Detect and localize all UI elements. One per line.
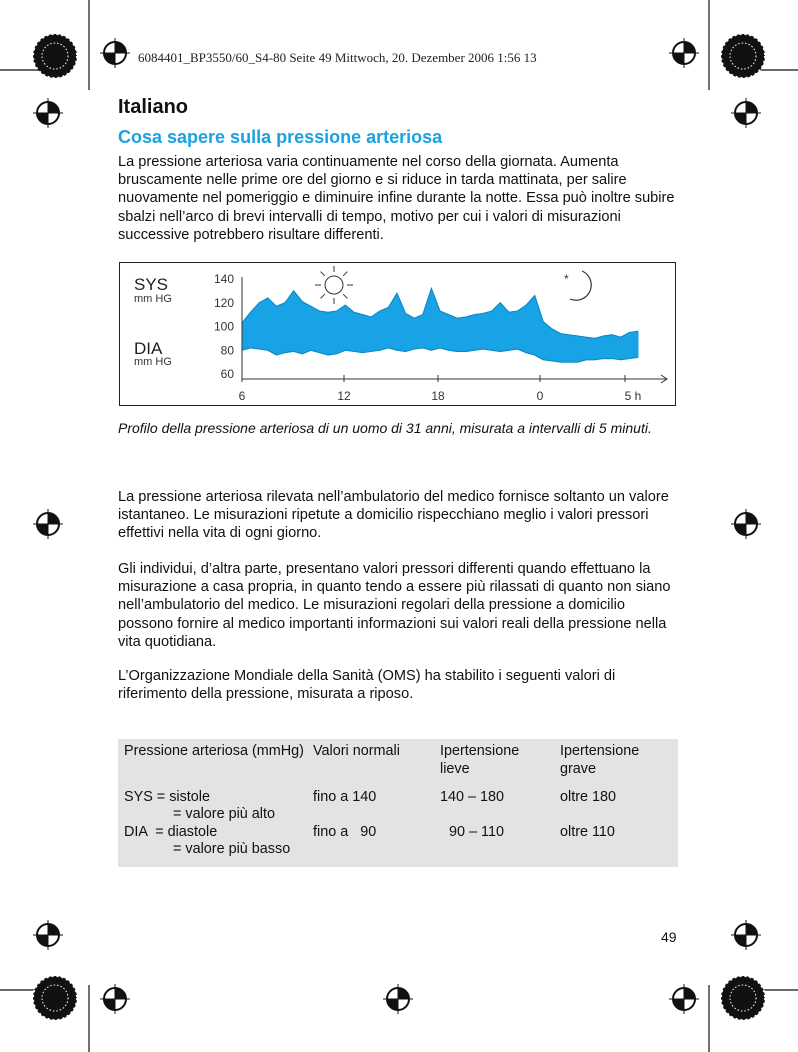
y-tick-label: 100 — [213, 319, 234, 334]
section-title: Cosa sapere sulla pressione arteriosa — [118, 127, 443, 147]
language-heading: Italiano — [118, 96, 189, 118]
print-slug: 6084401_BP3550/60_S4-80 Seite 49 Mittwoch, 20. Dezember 2006 1:56 13 — [138, 50, 537, 65]
table-row-dia-mild: 90 – 110 — [449, 824, 504, 840]
x-tick-label: 6 — [238, 389, 246, 403]
intro-paragraph: La pressione arteriosa varia continuamente nel corso della giornata. Aumenta bruscamente nelle prime ore del giorno e si riduce in tarda mattinata, per salire nuovamente nel pomeriggio e diminuire infine durante la notte. Essa può inoltre subire sbalzi nell’arco di brevi intervalli di tempo, motivo per cui i valori di misurazioni successive potrebbero risultare differenti. — [118, 154, 675, 243]
crosshair-icon — [731, 920, 761, 950]
table-row-sys-mild: 140 – 180 — [440, 789, 505, 805]
asterisk-annotation: * — [564, 272, 569, 286]
doctor-paragraph: La pressione arteriosa rilevata nell’ambulatorio del medico fornisce soltanto un valore istantaneo. Le misurazioni ripetute a domicilio rispecchiano meglio i valori pressori effettivi nella vita di ogni giorno. — [118, 489, 669, 542]
dia-unit-label: mm HG — [134, 356, 172, 368]
table-row-sys-severe: oltre 180 — [560, 789, 617, 805]
starburst-icon — [33, 34, 77, 78]
crosshair-icon — [731, 98, 761, 128]
crosshair-icon — [33, 98, 63, 128]
x-tick-label: 18 — [431, 389, 445, 403]
x-tick-label: 0 — [536, 389, 544, 403]
reference-table — [118, 739, 678, 867]
table-header-severe: Ipertensione grave — [560, 743, 640, 777]
sys-label: SYS — [134, 275, 169, 294]
page-number: 49 — [661, 929, 677, 945]
y-tick-label: 60 — [220, 367, 234, 381]
dia-label: DIA — [134, 339, 163, 358]
crosshair-icon — [669, 38, 699, 68]
sys-unit-label: mm HG — [134, 293, 172, 305]
starburst-icon — [721, 976, 765, 1020]
starburst-icon — [33, 976, 77, 1020]
table-header-normal: Valori normali — [313, 743, 400, 759]
table-row-sys-label: SYS = sistole — [124, 789, 210, 805]
table-header-pressure: Pressione arteriosa (mmHg) — [124, 743, 304, 759]
table-row-dia-label: DIA = diastole — [124, 824, 218, 840]
crosshair-icon — [383, 984, 413, 1014]
table-header-mild: Ipertensione lieve — [440, 743, 520, 777]
table-row-dia-severe: oltre 110 — [560, 824, 615, 840]
crosshair-icon — [33, 920, 63, 950]
crosshair-icon — [100, 984, 130, 1014]
starburst-icon — [721, 34, 765, 78]
x-tick-label: 5 h — [624, 389, 642, 403]
home-paragraph: Gli individui, d’altra parte, presentano valori pressori differenti quando effettuano la misurazione a casa propria, in quanto tendo a essere più rilassati di quanto non siano nell’ambulatorio del medico. Le misurazioni regolari della pressione a domicilio possono fornire al medico importanti informazioni sui valori reali della pressione nella vita quotidiana. — [118, 561, 671, 650]
crosshair-icon — [669, 984, 699, 1014]
table-row-sys-sublabel: = valore più alto — [173, 806, 275, 822]
chart-caption: Profilo della pressione arteriosa di un uomo di 31 anni, misurata a intervalli di 5 minuti. — [118, 420, 652, 436]
y-tick-label: 120 — [213, 295, 234, 310]
table-row-dia-normal: fino a 90 — [313, 824, 377, 840]
x-tick-label: 12 — [337, 389, 351, 403]
crosshair-icon — [100, 38, 130, 68]
y-tick-label: 140 — [213, 272, 234, 286]
who-paragraph: L’Organizzazione Mondiale della Sanità (OMS) ha stabilito i seguenti valori di riferimento della pressione, misurata a riposo. — [118, 668, 616, 703]
moon-icon — [570, 271, 591, 300]
crosshair-icon — [33, 509, 63, 539]
table-row-dia-sublabel: = valore più basso — [173, 841, 291, 857]
bp-chart — [119, 262, 676, 406]
y-tick-label: 80 — [220, 343, 234, 358]
table-row-sys-normal: fino a 140 — [313, 789, 377, 805]
bp-chart-svg — [120, 263, 675, 405]
sun-icon — [315, 266, 353, 304]
crosshair-icon — [731, 509, 761, 539]
